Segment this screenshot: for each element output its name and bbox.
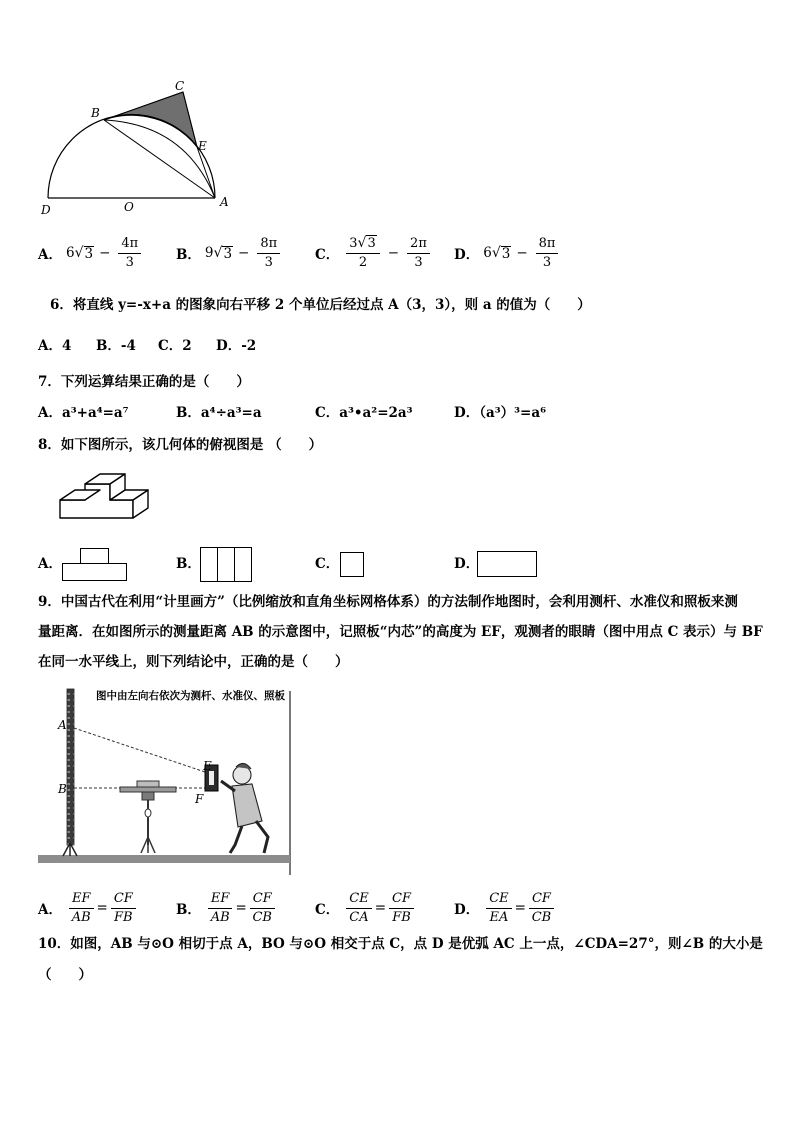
denominator: AB bbox=[71, 909, 91, 925]
equals-sign: = bbox=[374, 900, 386, 916]
q9-stem-line-1: 9．中国古代在利用“计里画方”（比例缩放和直角坐标网格体系）的方法制作地图时，会利用测杆、水准仪和照板来测 bbox=[38, 594, 738, 610]
denominator: 3 bbox=[264, 254, 273, 270]
q8-stem: 8．如下图所示，该几何体的俯视图是 （ ） bbox=[38, 437, 323, 453]
equals-sign: = bbox=[96, 900, 108, 916]
numerator: 2π bbox=[407, 236, 430, 254]
numerator: CF bbox=[529, 891, 554, 909]
numerator: CF bbox=[389, 891, 414, 909]
option-label: B． bbox=[176, 902, 201, 918]
option-expression bbox=[205, 236, 283, 271]
q8-option-b-divider bbox=[234, 547, 235, 582]
fraction bbox=[69, 891, 94, 926]
q8-option-a-top-rect bbox=[80, 548, 109, 564]
numerator: EF bbox=[208, 891, 233, 909]
radical-sign: √ bbox=[491, 245, 501, 261]
label-a: A bbox=[220, 195, 229, 209]
q8-option-b-label: B． bbox=[176, 556, 201, 572]
q8-option-a-bottom-rect bbox=[62, 563, 127, 581]
q9-measurement-figure bbox=[38, 685, 294, 877]
q6-stem: 6．将直线 y=-x+a 的图象向右平移 2 个单位后经过点 A（3，3），则 a 的值为（ ） bbox=[50, 297, 591, 313]
denominator: 2 bbox=[358, 255, 368, 270]
denominator: 3 bbox=[542, 254, 552, 270]
coefficient: 3 bbox=[349, 236, 358, 251]
sight-line-a-e bbox=[74, 728, 208, 773]
q8-option-b-rect bbox=[200, 547, 252, 582]
fraction bbox=[250, 891, 275, 926]
fraction bbox=[536, 236, 559, 271]
fraction bbox=[118, 236, 141, 271]
denominator: EA bbox=[489, 909, 509, 925]
q9-stem-line-3: 在同一水平线上，则下列结论中，正确的是（ ） bbox=[38, 654, 349, 670]
q5-option-c bbox=[315, 234, 433, 272]
label-a: A bbox=[58, 718, 67, 732]
q6-option-b: B．-4 bbox=[96, 338, 136, 354]
fraction bbox=[389, 891, 414, 926]
q5-semicircle-figure bbox=[35, 78, 250, 218]
q6-option-a: A．4 bbox=[38, 338, 72, 354]
operator: − bbox=[238, 245, 250, 261]
q6-option-c: C．2 bbox=[158, 338, 192, 354]
q7-stem: 7．下列运算结果正确的是（ ） bbox=[38, 374, 250, 390]
label-e: E bbox=[198, 139, 207, 153]
fraction bbox=[346, 891, 371, 926]
option-expression bbox=[205, 891, 278, 926]
option-label: C． bbox=[315, 902, 340, 918]
numerator: CF bbox=[250, 891, 275, 909]
level-instrument bbox=[120, 781, 176, 853]
q8-option-c-square bbox=[340, 552, 364, 577]
label-e: E bbox=[203, 759, 212, 773]
fraction bbox=[486, 891, 511, 926]
numerator: 8π bbox=[257, 236, 280, 254]
segment-ea bbox=[197, 147, 215, 198]
q8-option-d-rect bbox=[477, 551, 537, 577]
label-o: O bbox=[124, 200, 134, 214]
equals-sign: = bbox=[514, 900, 526, 916]
radicand: 3 bbox=[223, 245, 233, 262]
denominator: CB bbox=[531, 909, 552, 925]
option-expression bbox=[66, 236, 144, 271]
radicand: 3 bbox=[367, 236, 376, 251]
q10-stem-line-1: 10．如图，AB 与⊙O 相切于点 A，BO 与⊙O 相交于点 C，点 D 是优弧 AC 上一点，∠CDA=27°，则∠B 的大小是 bbox=[38, 936, 763, 952]
fraction bbox=[257, 236, 280, 271]
option-label: A． bbox=[38, 902, 62, 918]
segment-ba bbox=[104, 120, 215, 198]
fraction bbox=[529, 891, 554, 926]
q8-option-d-label: D． bbox=[454, 556, 480, 572]
q9-option-d bbox=[454, 889, 557, 927]
q7-option-a: A．a³+a⁴=a⁷ bbox=[38, 405, 129, 421]
q9-option-b bbox=[176, 889, 278, 927]
q6-option-d: D．-2 bbox=[216, 338, 257, 354]
figure-caption: 图中由左向右依次为测杆、水准仪、照板 bbox=[96, 690, 285, 702]
numerator: 4π bbox=[118, 236, 141, 254]
denominator: FB bbox=[114, 909, 133, 925]
q10-stem-line-2: （ ） bbox=[38, 967, 92, 983]
numerator: CE bbox=[346, 891, 371, 909]
numerator: CE bbox=[486, 891, 511, 909]
operator: − bbox=[99, 245, 111, 261]
coefficient: 6 bbox=[65, 245, 75, 261]
q5-option-b bbox=[176, 234, 283, 272]
q7-option-c: C．a³•a²=2a³ bbox=[315, 405, 413, 421]
radicand: 3 bbox=[501, 245, 511, 262]
shaded-region bbox=[104, 92, 197, 147]
q9-stem-line-2: 量距离．在如图所示的测量距离 AB 的示意图中，记照板“内芯”的高度为 EF，观测者的眼睛（图中用点 C 表示）与 BF bbox=[38, 624, 763, 640]
fraction bbox=[346, 235, 379, 271]
label-c: C bbox=[175, 79, 185, 93]
option-label: D． bbox=[454, 247, 480, 263]
q9-option-a bbox=[38, 889, 139, 927]
option-label: D． bbox=[454, 902, 480, 918]
denominator: CB bbox=[252, 909, 272, 925]
operator: − bbox=[387, 245, 400, 261]
label-f: F bbox=[195, 792, 204, 806]
label-d: D bbox=[41, 203, 51, 217]
q5-option-d bbox=[454, 234, 561, 272]
radicand: 3 bbox=[84, 245, 94, 262]
numerator: CF bbox=[111, 891, 136, 909]
radical-sign: √ bbox=[213, 245, 223, 261]
label-b: B bbox=[58, 782, 67, 796]
option-expression bbox=[483, 891, 557, 926]
denominator: CA bbox=[349, 909, 369, 925]
option-label: C． bbox=[315, 247, 340, 263]
option-label: B． bbox=[176, 247, 201, 263]
option-expression bbox=[343, 891, 417, 926]
fraction bbox=[111, 891, 136, 926]
board-inner-core bbox=[209, 771, 214, 785]
operator: − bbox=[516, 245, 528, 261]
q5-option-a bbox=[38, 234, 144, 272]
denominator: AB bbox=[210, 909, 230, 925]
numerator: 8π bbox=[536, 236, 559, 254]
denominator: FB bbox=[392, 909, 411, 925]
option-label: A． bbox=[38, 247, 62, 263]
option-expression bbox=[66, 891, 139, 926]
q7-option-b: B．a⁴÷a³=a bbox=[176, 405, 262, 421]
equals-sign: = bbox=[235, 900, 247, 916]
q7-option-d: D．（a³）³=a⁶ bbox=[454, 405, 547, 421]
denominator: 3 bbox=[414, 254, 423, 270]
option-expression bbox=[483, 236, 561, 271]
numerator bbox=[346, 235, 379, 254]
coefficient: 9 bbox=[204, 245, 214, 261]
q8-option-c-label: C． bbox=[315, 556, 340, 572]
pole-base bbox=[63, 843, 77, 856]
radical-sign: √ bbox=[357, 235, 367, 251]
q8-solid-figure bbox=[55, 470, 155, 525]
q8-option-a-label: A． bbox=[38, 556, 62, 572]
numerator: EF bbox=[69, 891, 94, 909]
label-b: B bbox=[91, 106, 100, 120]
measuring-pole bbox=[67, 689, 74, 845]
q8-option-b-divider bbox=[217, 547, 218, 582]
option-expression bbox=[343, 235, 433, 271]
ground bbox=[38, 855, 290, 863]
radical-sign: √ bbox=[74, 245, 84, 261]
fraction bbox=[208, 891, 233, 926]
fraction bbox=[407, 236, 430, 271]
coefficient: 6 bbox=[483, 245, 492, 261]
observer bbox=[221, 763, 268, 853]
q9-option-c bbox=[315, 889, 417, 927]
denominator: 3 bbox=[125, 254, 134, 270]
